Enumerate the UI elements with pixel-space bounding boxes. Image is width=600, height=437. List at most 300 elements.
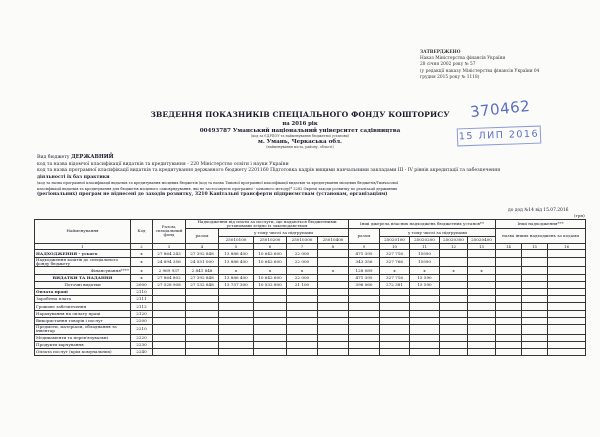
cell-value (254, 324, 287, 334)
cell-value (522, 274, 548, 281)
column-number: 1 (35, 243, 131, 250)
cell-value: 327 766 (380, 257, 410, 267)
header-group-own-sources: Інші джерела власних надходжень бюджетних установ** (349, 219, 496, 229)
header-name: Найменування (35, 219, 131, 243)
cell-value (548, 288, 586, 295)
info-line: код та назва відомчої класифікації видатків та кредитування - 220 Міністерство освіти і науки України (37, 161, 289, 167)
cell-value (522, 303, 548, 310)
cell-value (548, 303, 586, 310)
cell-value (440, 288, 468, 295)
header-total: Разом, спеціальний фонд (153, 219, 186, 243)
subgroup-code: 25010300 (287, 236, 318, 243)
row-name: Фінансування**** (35, 267, 131, 274)
cell-value (219, 288, 254, 295)
cell-value (410, 296, 440, 303)
cell-value (496, 349, 522, 356)
cell-value (522, 349, 548, 356)
cell-value (186, 334, 219, 341)
cell-value (219, 317, 254, 324)
cell-value (496, 303, 522, 310)
cell-value: 10 642 600 (254, 257, 287, 267)
cell-value: 13 886 400 (219, 274, 254, 281)
budget-table (34, 213, 586, 356)
cell-value (496, 334, 522, 341)
cell-value: 471 395 (349, 250, 380, 257)
header-other-codes: назва інших надходжень за кодами (496, 229, 586, 243)
table-row (35, 303, 586, 310)
cell-value (496, 267, 522, 274)
info-line: діяльності їх баз практики (37, 174, 110, 180)
cell-value (186, 310, 219, 317)
cell-value: 27 864 802 (153, 274, 186, 281)
cell-value (219, 349, 254, 356)
cell-value (496, 296, 522, 303)
row-code: 2210 (131, 324, 153, 334)
cell-value (186, 317, 219, 324)
cell-value (468, 303, 496, 310)
header-code: Код (131, 219, 153, 243)
table-row (35, 281, 586, 288)
cell-value (153, 303, 186, 310)
cell-value: 327 716 (380, 250, 410, 257)
row-code: 2220 (131, 334, 153, 341)
header-subgroups: у тому числі за підгрупами (380, 229, 496, 236)
cell-value (410, 303, 440, 310)
cell-value: x (380, 267, 410, 274)
cell-value (548, 324, 586, 334)
cell-value (254, 349, 287, 356)
table-row (35, 349, 586, 356)
row-code: 2120 (131, 310, 153, 317)
table-row (35, 341, 586, 348)
cell-value (496, 288, 522, 295)
cell-value: 27 864 243 (153, 250, 186, 257)
cell-value (318, 341, 349, 348)
cell-value: 13 737 300 (219, 281, 254, 288)
row-code: 2240 (131, 349, 153, 356)
cell-value (468, 324, 496, 334)
table-row (35, 310, 586, 317)
cell-value (496, 281, 522, 288)
column-number: 2 (131, 243, 153, 250)
cell-value: 343 356 (349, 257, 380, 267)
cell-value (440, 281, 468, 288)
cell-value (254, 334, 287, 341)
cell-value (254, 296, 287, 303)
cell-value (349, 303, 380, 310)
row-name: Заробітна плата (35, 296, 131, 303)
cell-value (440, 296, 468, 303)
cell-value: 21 100 (287, 281, 318, 288)
column-number: 10 (380, 243, 410, 250)
cell-value (287, 324, 318, 334)
cell-value (254, 310, 287, 317)
cell-value: 396 060 (349, 281, 380, 288)
cell-value (548, 310, 586, 317)
cell-value: 13 886 400 (219, 257, 254, 267)
cell-value (496, 324, 522, 334)
cell-value (468, 334, 496, 341)
cell-value (440, 257, 468, 267)
column-number: 11 (410, 243, 440, 250)
cell-value (318, 281, 349, 288)
row-name: Грошове забезпечення (35, 303, 131, 310)
cell-value (153, 341, 186, 348)
cell-value (318, 317, 349, 324)
info-line: класифікації видатків та кредитування для бюджетів місцевого самоврядування, які не застосовують програмно - цільового методу)* 2282 Окремі заходи розвитку по реалізації державних (37, 186, 398, 191)
approval-head: ЗАТВЕРДЖЕНО (420, 50, 461, 55)
cell-value (219, 296, 254, 303)
approval-line: грудня 2015 року № 1118) (420, 74, 480, 80)
cell-value (318, 310, 349, 317)
cell-value (468, 341, 496, 348)
document-year: на 2016 рік (282, 121, 318, 127)
approval-block (420, 50, 590, 81)
cell-value (548, 281, 586, 288)
table-row (35, 324, 586, 334)
cell-value (548, 267, 586, 274)
header-group-other: Інші надходження*** (496, 219, 586, 229)
cell-value (440, 334, 468, 341)
cell-value (496, 257, 522, 267)
cell-value (548, 250, 586, 257)
cell-value (349, 349, 380, 356)
cell-value: 10 532 800 (254, 281, 287, 288)
cell-value (219, 310, 254, 317)
cell-value (287, 349, 318, 356)
cell-value (522, 334, 548, 341)
cell-value (186, 349, 219, 356)
cell-value (318, 324, 349, 334)
handwritten-registration-number: 370462 (469, 96, 532, 122)
cell-value (349, 317, 380, 324)
location-note: (найменування міста, району, області) (266, 145, 334, 149)
column-number: 3 (153, 243, 186, 250)
cell-value (318, 250, 349, 257)
cell-value (349, 341, 380, 348)
cell-value: x (440, 267, 468, 274)
cell-value (380, 324, 410, 334)
row-name: Поточні видатки (35, 281, 131, 288)
table-row (35, 274, 586, 281)
row-name: Продукти харчування (35, 341, 131, 348)
cell-value: 128 089 (349, 267, 380, 274)
cell-value: x (287, 267, 318, 274)
cell-value: 10 642 600 (254, 250, 287, 257)
cell-value (254, 288, 287, 295)
cell-value (287, 310, 318, 317)
row-name: Надходження коштів до спеціального фонду бюджету (35, 257, 131, 267)
cell-value (522, 267, 548, 274)
info-line: (регіональних) програм не віднесені до заходів розвитку, 3210 Капітальні трансферти підприємствам (установам, організаціям) (37, 191, 388, 197)
column-number: 13 (468, 243, 496, 250)
table-row (35, 288, 586, 295)
cell-value (522, 317, 548, 324)
cell-value: 27 132 848 (186, 281, 219, 288)
cell-value (440, 274, 468, 281)
table-row (35, 296, 586, 303)
cell-value (318, 288, 349, 295)
cell-value (548, 334, 586, 341)
cell-value (496, 341, 522, 348)
cell-value (287, 303, 318, 310)
cell-value (153, 334, 186, 341)
cell-value (468, 317, 496, 324)
column-number: 14 (496, 243, 522, 250)
cell-value (153, 310, 186, 317)
cell-value (219, 324, 254, 334)
cell-value (468, 281, 496, 288)
annex-reference: до дод №14 від 15.07.2016 (508, 208, 569, 213)
cell-value: 15 590 (410, 281, 440, 288)
cell-value (548, 349, 586, 356)
cell-value (522, 257, 548, 267)
table-body (35, 250, 586, 356)
cell-value (219, 303, 254, 310)
subgroup-code: 25010100 (219, 236, 254, 243)
cell-value (318, 334, 349, 341)
cell-value (153, 317, 186, 324)
cell-value (380, 349, 410, 356)
row-code: x (131, 250, 153, 257)
cell-value (349, 334, 380, 341)
cell-value (380, 303, 410, 310)
table-row (35, 334, 586, 341)
info-line: код та назва програмної класифікації видатків та кредитування державного бюджету 2201160 Підготовка кадрів вищими навчальними закладами ІІІ - IV рівнів акредитації та забезпечення (37, 168, 501, 174)
date-stamp: 15 ЛИП 2016 (457, 126, 542, 147)
budget-value: ДЕРЖАВНИЙ (70, 154, 114, 160)
cell-value: 22 000 (287, 257, 318, 267)
cell-value (522, 250, 548, 257)
table-row (35, 317, 586, 324)
cell-value (522, 296, 548, 303)
organization-name: 00493787 Уманський національний університет садівництва (199, 128, 401, 134)
row-code: 2230 (131, 341, 153, 348)
column-number: 7 (287, 243, 318, 250)
cell-value (548, 274, 586, 281)
header-sum: разом (349, 229, 380, 243)
cell-value (440, 250, 468, 257)
header-group-fees: Надходження від плати за послуги, що надаються бюджетними установами згідно із законодавством (186, 219, 349, 229)
subgroup-code: 25020400 (468, 236, 496, 243)
cell-value (468, 288, 496, 295)
cell-value (349, 310, 380, 317)
cell-value (380, 341, 410, 348)
cell-value: 15 590 (410, 274, 440, 281)
cell-value (410, 288, 440, 295)
subgroup-code: 25020200 (410, 236, 440, 243)
row-code: 2110 (131, 288, 153, 295)
classification-info (37, 154, 557, 198)
cell-value (186, 288, 219, 295)
row-code: 2200 (131, 317, 153, 324)
cell-value (380, 288, 410, 295)
budget-label: Вид бюджету (37, 155, 70, 160)
cell-value: 15590 (410, 257, 440, 267)
cell-value: 327 716 (380, 274, 410, 281)
organization-note: (код за ЄДРПОУ та найменування бюджетної установи) (251, 134, 349, 138)
cell-value (380, 296, 410, 303)
row-name: Оплата праці (35, 288, 131, 295)
cell-value (318, 303, 349, 310)
cell-value: 27 392 848 (186, 250, 219, 257)
cell-value (522, 324, 548, 334)
column-number: 5 (219, 243, 254, 250)
cell-value (153, 288, 186, 295)
cell-value (468, 250, 496, 257)
cell-value (410, 317, 440, 324)
location: м. Умань, Черкаська обл. (258, 139, 342, 145)
cell-value: x (410, 267, 440, 274)
cell-value (468, 310, 496, 317)
cell-value (186, 296, 219, 303)
cell-value: 24 894 356 (153, 257, 186, 267)
cell-value (186, 341, 219, 348)
column-number: 8 (318, 243, 349, 250)
cell-value (287, 296, 318, 303)
cell-value (440, 317, 468, 324)
cell-value (153, 296, 186, 303)
cell-value (219, 341, 254, 348)
row-code: 2000 (131, 281, 153, 288)
cell-value: 27 528 908 (153, 281, 186, 288)
cell-value (318, 257, 349, 267)
info-line: (код та назва програмної класифікації видатків та кредитування місцевих бюджетів (код та назва Типової програмної класифікації видатків та кредитування місцевих бюджетів/Тимчасової (37, 181, 399, 186)
cell-value (318, 349, 349, 356)
cell-value (349, 296, 380, 303)
cell-value (496, 250, 522, 257)
subgroup-code: 25020300 (440, 236, 468, 243)
cell-value (440, 310, 468, 317)
cell-value (522, 288, 548, 295)
cell-value (410, 341, 440, 348)
cell-value (548, 257, 586, 267)
cell-value (496, 317, 522, 324)
document-title: ЗВЕДЕННЯ ПОКАЗНИКІВ СПЕЦІАЛЬНОГО ФОНДУ КОШТОРИСУ (150, 110, 450, 119)
column-number: 9 (349, 243, 380, 250)
cell-value (254, 303, 287, 310)
column-number: 15 (522, 243, 548, 250)
cell-value (468, 296, 496, 303)
cell-value (186, 324, 219, 334)
cell-value: 15590 (410, 250, 440, 257)
cell-value (287, 317, 318, 324)
cell-value (349, 288, 380, 295)
cell-value (468, 257, 496, 267)
approval-line: Наказ Міністерства фінансів України (420, 56, 506, 62)
row-name: НАДХОДЖЕННЯ - усього (35, 250, 131, 257)
table-row (35, 257, 586, 267)
cell-value (186, 303, 219, 310)
cell-value (496, 274, 522, 281)
cell-value (440, 341, 468, 348)
cell-value: x (318, 267, 349, 274)
table-row (35, 250, 586, 257)
cell-value (548, 317, 586, 324)
cell-value (410, 334, 440, 341)
cell-value: x (254, 267, 287, 274)
cell-value (440, 303, 468, 310)
row-code: x (131, 274, 153, 281)
row-name: Медикаменти та перев'язувальні (35, 334, 131, 341)
column-number: 6 (254, 243, 287, 250)
cell-value (349, 324, 380, 334)
cell-value (380, 310, 410, 317)
cell-value (380, 317, 410, 324)
cell-value (548, 341, 586, 348)
row-name: Оплата послуг (крім комунальних) (35, 349, 131, 356)
cell-value (287, 334, 318, 341)
cell-value (468, 349, 496, 356)
cell-value (318, 274, 349, 281)
cell-value (522, 310, 548, 317)
row-name: ВИДАТКИ ТА НАДАННЯ (35, 274, 131, 281)
cell-value: x (219, 267, 254, 274)
cell-value: 272 381 (380, 281, 410, 288)
row-name: Предмети, матеріали, обладнання та інвентар (35, 324, 131, 334)
cell-value (440, 324, 468, 334)
cell-value (522, 281, 548, 288)
cell-value (410, 310, 440, 317)
cell-value (496, 310, 522, 317)
cell-value: 13 886 400 (219, 250, 254, 257)
cell-value (440, 349, 468, 356)
budget-type (37, 154, 557, 162)
column-number: 16 (548, 243, 586, 250)
cell-value: 22 000 (287, 274, 318, 281)
header-subgroups: у тому числі за підгрупами (219, 229, 349, 236)
subgroup-code: 25010400 (318, 236, 349, 243)
cell-value (380, 334, 410, 341)
row-name: Використання товарів і послуг (35, 317, 131, 324)
title-block (150, 110, 450, 149)
approval-line: 28 січня 2002 року № 57 (420, 62, 476, 68)
cell-value: 2 969 937 (153, 267, 186, 274)
approval-line: (у редакції наказу Міністерства фінансів України 04 (420, 68, 540, 74)
cell-value (410, 349, 440, 356)
cell-value: 22 000 (287, 250, 318, 257)
column-number-row (35, 243, 586, 250)
row-code: 2111 (131, 296, 153, 303)
cell-value (254, 341, 287, 348)
cell-value (254, 317, 287, 324)
cell-value: 10 642 600 (254, 274, 287, 281)
cell-value: 27 392 848 (186, 274, 219, 281)
cell-value (548, 296, 586, 303)
row-code: x (131, 257, 153, 267)
cell-value (522, 341, 548, 348)
column-number: 4 (186, 243, 219, 250)
column-number: 12 (440, 243, 468, 250)
table-row (35, 267, 586, 274)
cell-value (219, 334, 254, 341)
row-name: Нарахування на оплату праці (35, 310, 131, 317)
header-sum: разом (186, 229, 219, 243)
cell-value: 24 551 000 (186, 257, 219, 267)
unit-label: (грн) (574, 213, 585, 218)
cell-value (153, 349, 186, 356)
cell-value (318, 296, 349, 303)
cell-value (287, 288, 318, 295)
cell-value (153, 324, 186, 334)
subgroup-code: 25010200 (254, 236, 287, 243)
cell-value: x (468, 267, 496, 274)
row-code: x (131, 267, 153, 274)
cell-value: 2 841 848 (186, 267, 219, 274)
cell-value (468, 274, 496, 281)
cell-value (410, 324, 440, 334)
cell-value: 471 395 (349, 274, 380, 281)
